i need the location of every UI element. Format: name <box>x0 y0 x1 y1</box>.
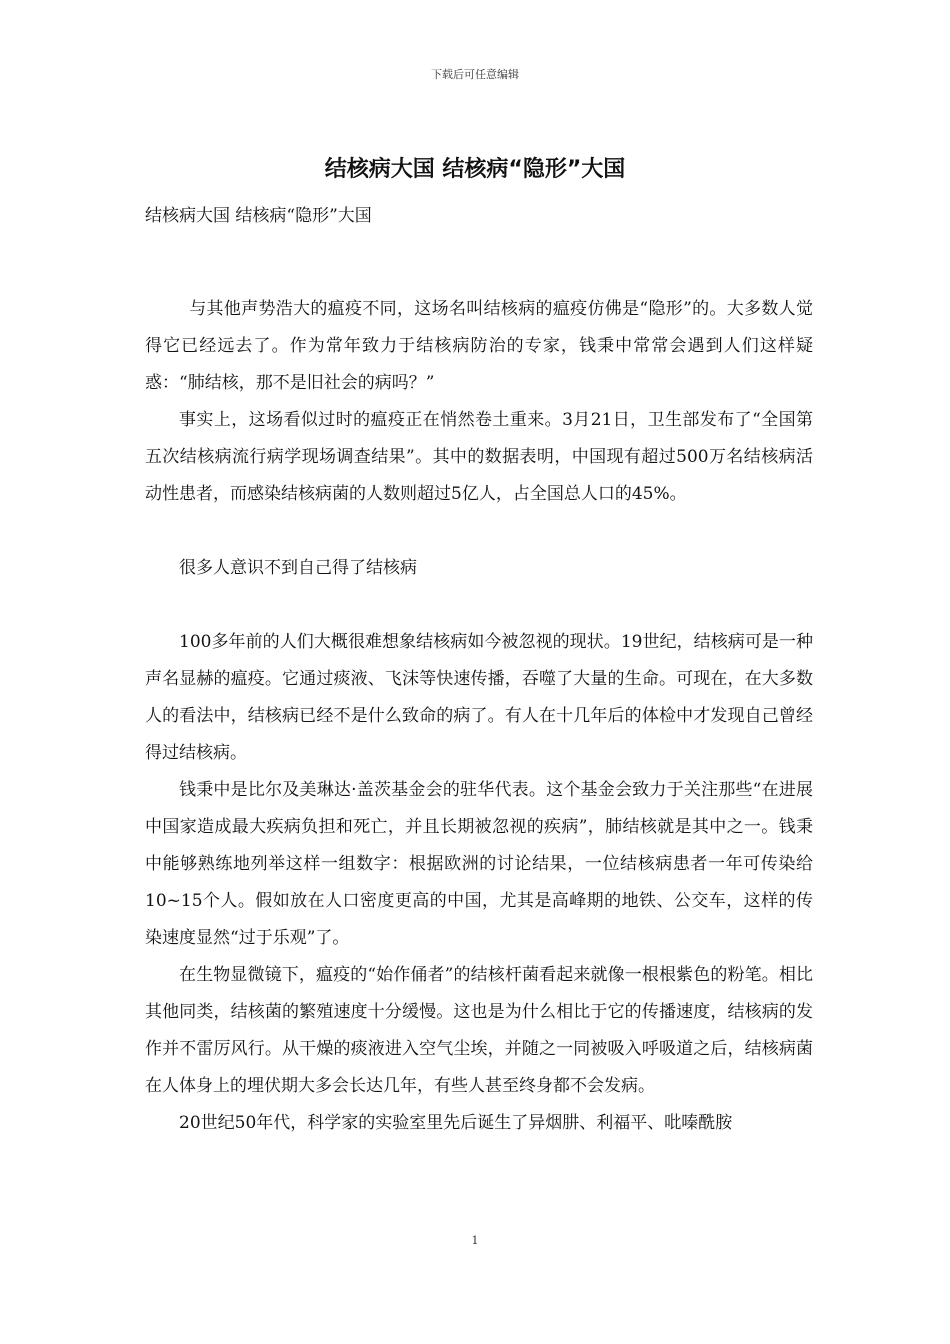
spacer <box>145 272 813 291</box>
paragraph: 事实上，这场看似过时的瘟疫正在悄然卷土重来。3月21日，卫生部发布了“全国第五次结核病流行病学现场调查结果”。其中的数据表明，中国现有超过500万名结核病活动性患者，而感染结核病菌的人数则超过5亿人，占全国总人口的45%。 <box>145 410 813 504</box>
paragraph: 与其他声势浩大的瘟疫不同，这场名叫结核病的瘟疫仿佛是“隐形”的。大多数人觉得它已经远去了。作为常年致力于结核病防治的专家，钱秉中常常会遇到人们这样疑惑：“肺结核，那不是旧社会的病吗？” <box>145 299 813 393</box>
page-number: 1 <box>471 1234 479 1247</box>
paragraph: 100多年前的人们大概很难想象结核病如今被忽视的现状。19世纪，结核病可是一种声名显赫的瘟疫。它通过痰液、飞沫等快速传播，吞噬了大量的生命。可现在，在大多数人的看法中，结核病已经不是什么致命的病了。有人在十几年后的体检中才发现自己曾经得过结核病。 <box>145 632 813 763</box>
paragraph: 钱秉中是比尔及美琳达·盖茨基金会的驻华代表。这个基金会致力于关注那些“在进展中国家造成最大疾病负担和死亡，并且长期被忽视的疾病”，肺结核就是其中之一。钱秉中能够熟练地列举这样一组数字：根据欧洲的讨论结果，一位结核病患者一年可传染给10~15个人。假如放在人口密度更高的中国，尤其是高峰期的地铁、公交车，这样的传染速度显然“过于乐观”了。 <box>145 780 813 948</box>
spacer <box>145 587 813 624</box>
document-body <box>145 198 813 1142</box>
section-heading: 很多人意识不到自己得了结核病 <box>179 558 417 578</box>
page-header: 下载后可任意编辑 <box>431 68 519 81</box>
document-subtitle: 结核病大国 结核病“隐形”大国 <box>145 206 372 226</box>
spacer <box>145 513 813 550</box>
document-title: 结核病大国 结核病“隐形”大国 <box>324 157 626 182</box>
spacer <box>145 235 813 272</box>
paragraph: 在生物显微镜下，瘟疫的“始作俑者”的结核杆菌看起来就像一根根紫色的粉笔。相比其他同类，结核菌的繁殖速度十分缓慢。这也是为什么相比于它的传播速度，结核病的发作并不雷厉风行。从干燥的痰液进入空气尘埃，并随之一同被吸入呼吸道之后，结核病菌在人体身上的埋伏期大多会长达几年，有些人甚至终身都不会发病。 <box>145 965 813 1096</box>
paragraph: 20世纪50年代，科学家的实验室里先后诞生了异烟肼、利福平、吡嗪酰胺 <box>179 1113 733 1133</box>
